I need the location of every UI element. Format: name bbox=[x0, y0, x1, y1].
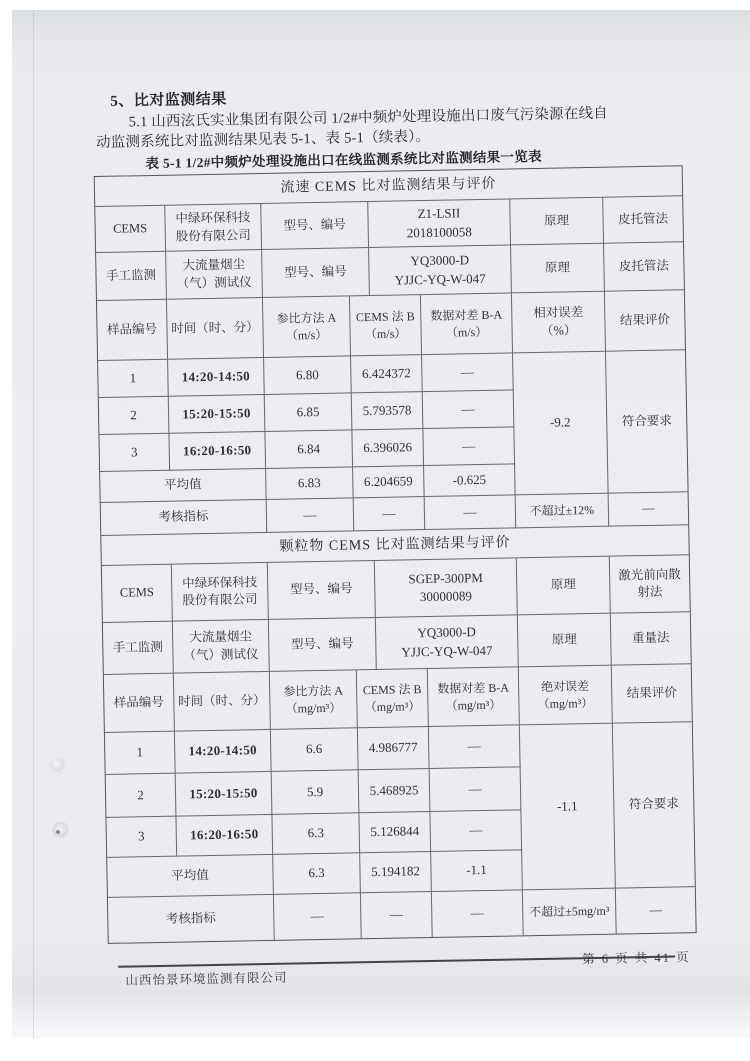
pm-cems-model-label: 型号、编号 bbox=[268, 561, 376, 620]
pm-sample-1-a: 6.6 bbox=[271, 728, 359, 772]
pm-assessment-evaluation: — bbox=[649, 902, 663, 917]
flow-header-evaluation: 结果评价 bbox=[605, 290, 685, 351]
pm-average-a: 6.3 bbox=[273, 853, 361, 895]
flow-assessment-b: — bbox=[354, 497, 426, 531]
flow-assessment-label: 考核指标 bbox=[101, 500, 268, 536]
flow-sample-1-time: 14:20-14:50 bbox=[168, 358, 265, 397]
flow-sample-2-diff: — bbox=[423, 390, 515, 429]
flow-header-method-a: 参比方法 A （m/s） bbox=[263, 296, 351, 358]
pm-assessment-b: — bbox=[361, 892, 433, 938]
flow-sample-2-time: 15:20-15:50 bbox=[169, 395, 266, 434]
paragraph-line-2: 动监测系统比对监测结果见表 5-1、表 5-1（续表）。 bbox=[95, 128, 431, 152]
flow-cems-principle-value: 皮托管法 bbox=[603, 196, 683, 243]
pm-assessment-label: 考核指标 bbox=[108, 895, 275, 943]
flow-manual-principle-value: 皮托管法 bbox=[604, 242, 684, 291]
flow-manual-instrument: 大流量烟尘 （气）测试仪 bbox=[166, 250, 263, 300]
flow-sample-1-diff: — bbox=[422, 353, 514, 392]
flow-manual-principle-label: 原理 bbox=[511, 244, 605, 294]
flow-sample-3-time: 16:20-16:50 bbox=[169, 432, 266, 471]
pm-header-error: 绝对误差 （mg/m³） bbox=[519, 666, 613, 726]
flow-cems-company: 中绿环保科技 股份有限公司 bbox=[165, 204, 262, 252]
pm-sample-3-b: 5.126844 bbox=[359, 812, 431, 853]
flow-sample-3-b: 6.396026 bbox=[352, 429, 424, 467]
flow-cems-model-label: 型号、编号 bbox=[261, 202, 369, 250]
pm-average-label: 平均值 bbox=[107, 855, 274, 898]
flow-assessment-limit: 不超过±12% bbox=[516, 494, 610, 529]
pm-absolute-error-value: -1.1 bbox=[520, 724, 616, 891]
pm-manual-principle-label: 原理 bbox=[518, 614, 612, 668]
pm-header-diff: 数据对差 B-A （mg/m³） bbox=[428, 667, 520, 727]
pm-average-b: 5.194182 bbox=[360, 852, 432, 893]
pm-sample-3-no: 3 bbox=[106, 817, 177, 858]
flow-average-diff: -0.625 bbox=[424, 464, 516, 497]
flow-sample-3-diff: — bbox=[423, 427, 515, 466]
pm-assessment-limit: 不超过±5mg/m³ bbox=[523, 889, 617, 936]
pm-average-diff: -1.1 bbox=[431, 850, 523, 892]
pm-cems-principle-label: 原理 bbox=[517, 557, 611, 616]
pm-sample-2-time: 15:20-15:50 bbox=[176, 772, 273, 817]
flow-manual-model-label: 型号、编号 bbox=[262, 248, 370, 298]
flow-evaluation-value: 符合要求 bbox=[606, 350, 688, 493]
pm-manual-instrument: 大流量烟尘 （气）测试仪 bbox=[173, 620, 270, 674]
pm-cems-company: 中绿环保科技 股份有限公司 bbox=[172, 563, 269, 622]
pm-assessment-diff: — bbox=[432, 890, 524, 937]
flow-cems-model-value: Z1-LSII 2018100058 bbox=[368, 199, 511, 248]
pm-sample-2-no: 2 bbox=[106, 774, 177, 818]
footer-page-number: 第 6 页 共 41 页 bbox=[582, 950, 691, 967]
flow-section-caption: 流速 CEMS 比对监测结果与评价 bbox=[95, 166, 682, 207]
pm-sample-2-a: 5.9 bbox=[272, 770, 360, 815]
pm-cems-label: CEMS bbox=[102, 565, 173, 623]
flow-manual-label: 手工监测 bbox=[96, 252, 167, 301]
flow-header-time: 时间（时、分） bbox=[167, 298, 264, 360]
flow-average-a: 6.83 bbox=[266, 467, 354, 500]
pm-header-evaluation: 结果评价 bbox=[612, 664, 692, 723]
section-heading: 5、比对监测结果 bbox=[110, 91, 227, 110]
flow-sample-3-no: 3 bbox=[99, 434, 170, 472]
pm-sample-3-a: 6.3 bbox=[272, 813, 360, 855]
particulate-section-caption: 颗粒物 CEMS 比对监测结果与评价 bbox=[101, 525, 688, 566]
flow-assessment-a: — bbox=[267, 498, 355, 533]
pm-sample-3-time: 16:20-16:50 bbox=[176, 815, 273, 857]
flow-header-sample-no: 样品编号 bbox=[97, 300, 168, 361]
pm-cems-model-value: SGEP-300PM 30000089 bbox=[375, 558, 518, 618]
pm-header-time: 时间（时、分） bbox=[174, 672, 271, 732]
flow-relative-error-value: -9.2 bbox=[513, 352, 609, 496]
flow-average-b: 6.204659 bbox=[353, 466, 425, 498]
flow-sample-3-a: 6.84 bbox=[265, 430, 353, 469]
pm-sample-1-b: 4.986777 bbox=[358, 727, 430, 770]
comparison-results-table bbox=[94, 165, 697, 944]
pm-sample-1-no: 1 bbox=[105, 732, 176, 775]
flow-header-cems-b: CEMS 法 B （m/s） bbox=[350, 295, 422, 356]
pm-sample-1-diff: — bbox=[429, 725, 521, 769]
flow-manual-model-value: YQ3000-D YJJC-YQ-W-047 bbox=[369, 245, 512, 296]
pm-manual-model-label: 型号、编号 bbox=[269, 618, 377, 672]
pm-sample-1-time: 14:20-14:50 bbox=[175, 730, 272, 774]
pm-evaluation-value: 符合要求 bbox=[613, 722, 695, 888]
table-caption: 表 5-1 1/2#中频炉处理设施出口在线监测系统比对监测结果一览表 bbox=[145, 148, 543, 172]
pm-assessment-a: — bbox=[274, 893, 362, 940]
flow-assessment-diff: — bbox=[425, 495, 517, 530]
pm-header-method-a: 参比方法 A （mg/m³） bbox=[270, 670, 358, 730]
pm-manual-principle-value: 重量法 bbox=[611, 612, 691, 665]
pm-sample-3-diff: — bbox=[430, 810, 522, 852]
pm-header-cems-b: CEMS 法 B （mg/m³） bbox=[357, 669, 429, 728]
flow-cems-label: CEMS bbox=[95, 206, 166, 253]
pm-manual-label: 手工监测 bbox=[103, 622, 174, 675]
flow-sample-1-no: 1 bbox=[98, 360, 169, 398]
paragraph-line-1: 5.1 山西泫氏实业集团有限公司 1/2#中频炉处理设施出口废气污染源在线自 bbox=[128, 105, 609, 131]
flow-assessment-evaluation: — bbox=[609, 492, 689, 526]
flow-sample-2-b: 5.793578 bbox=[352, 392, 424, 430]
flow-sample-1-a: 6.80 bbox=[264, 356, 352, 395]
footer-company: 山西怡景环境监测有限公司 bbox=[125, 970, 288, 988]
pm-sample-2-b: 5.468925 bbox=[359, 769, 431, 813]
flow-sample-2-no: 2 bbox=[99, 397, 170, 435]
flow-sample-1-b: 6.424372 bbox=[351, 355, 423, 393]
flow-cems-principle-label: 原理 bbox=[510, 198, 604, 246]
pm-cems-principle-value: 激光前向散 射法 bbox=[610, 555, 690, 613]
pm-manual-model-value: YQ3000-D YJJC-YQ-W-047 bbox=[376, 615, 519, 670]
flow-header-error: 相对误差 （%） bbox=[512, 292, 606, 354]
pm-sample-2-diff: — bbox=[430, 767, 522, 812]
flow-header-diff: 数据对差 B-A （m/s） bbox=[421, 293, 513, 355]
pm-header-sample-no: 样品编号 bbox=[104, 674, 175, 733]
flow-sample-2-a: 6.85 bbox=[265, 393, 353, 432]
flow-average-label: 平均值 bbox=[100, 469, 267, 503]
